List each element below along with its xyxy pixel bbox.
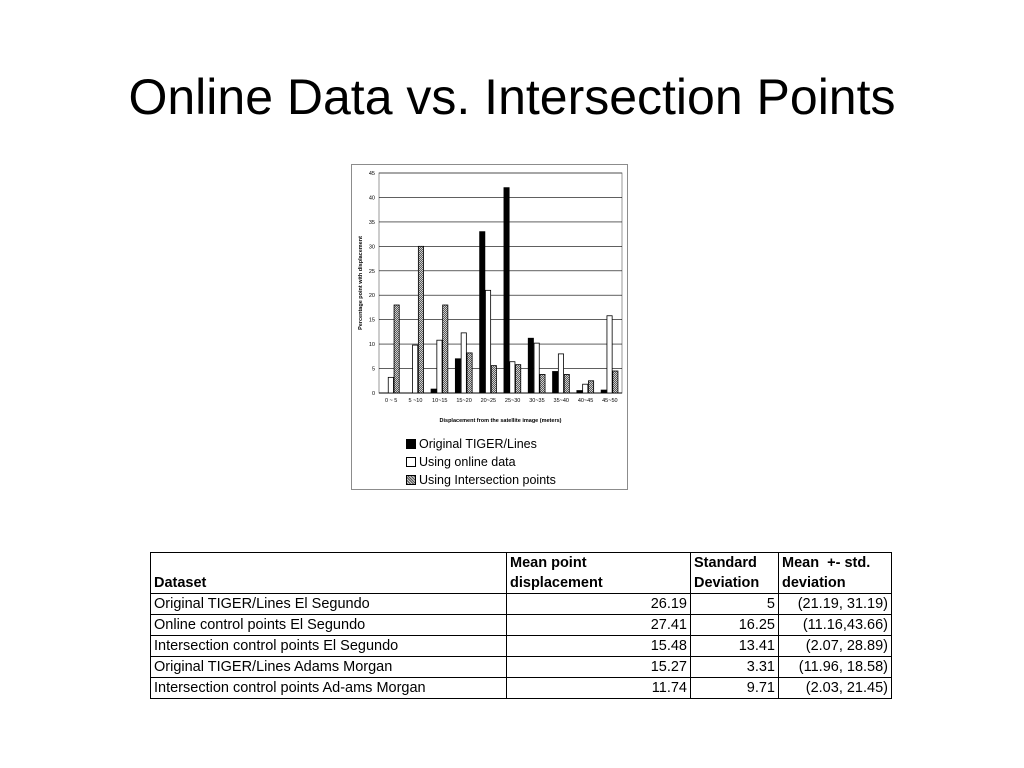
dataset-cell: Original TIGER/Lines Adams Morgan [151, 657, 507, 678]
dataset-cell: Original TIGER/Lines El Segundo [151, 594, 507, 615]
table-row [151, 636, 892, 657]
bar [388, 377, 393, 393]
mean-cell: 27.41 [507, 615, 691, 636]
legend-label: Using Intersection points [419, 473, 556, 487]
legend-item [406, 453, 556, 471]
dataset-cell: Intersection control points Ad-ams Morgan [151, 678, 507, 699]
bar [583, 384, 588, 393]
bar [540, 374, 545, 393]
x-tick-label: 40~45 [577, 398, 594, 404]
std-cell: 9.71 [691, 678, 779, 699]
legend-label: Original TIGER/Lines [419, 437, 537, 451]
y-tick-label: 35 [368, 219, 375, 226]
x-tick-label: 45~50 [602, 398, 618, 404]
legend-swatch [406, 457, 416, 467]
legend-swatch [406, 439, 416, 449]
std-cell: 13.41 [691, 636, 779, 657]
table-row [151, 594, 892, 615]
bar [553, 371, 558, 393]
bar [394, 305, 399, 393]
table-row [151, 615, 892, 636]
y-tick-label: 20 [368, 293, 375, 300]
y-tick-label: 25 [368, 268, 375, 275]
y-tick-label: 15 [368, 317, 375, 324]
bar [455, 359, 460, 393]
table-header-row [151, 553, 892, 594]
bar [516, 365, 521, 393]
table-row [151, 678, 892, 699]
y-axis-title: Percentage point with displacement [358, 236, 364, 330]
mean-cell: 26.19 [507, 594, 691, 615]
bar [558, 354, 563, 393]
y-tick-label: 10 [368, 342, 375, 349]
bar-chart [351, 164, 628, 490]
mean-cell: 11.74 [507, 678, 691, 699]
slide-title: Online Data vs. Intersection Points [128, 69, 896, 125]
range-cell: (2.03, 21.45) [779, 678, 892, 699]
y-tick-label: 5 [371, 366, 375, 373]
legend-label: Using online data [419, 455, 516, 469]
x-tick-label: 15~20 [456, 398, 472, 404]
x-tick-label: 10~15 [432, 398, 448, 404]
mean-cell: 15.27 [507, 657, 691, 678]
bar [613, 371, 618, 393]
header-mean-range: Mean +- std. deviation [779, 553, 892, 594]
bar [443, 305, 448, 393]
bar [431, 389, 436, 393]
range-cell: (11.16,43.66) [779, 615, 892, 636]
bar [588, 381, 593, 393]
header-dataset: Dataset [151, 553, 507, 594]
bar [491, 366, 496, 393]
header-mean-displacement: Mean point displacement [507, 553, 691, 594]
results-table [150, 552, 892, 699]
x-tick-label: 35~40 [553, 398, 569, 404]
std-cell: 16.25 [691, 615, 779, 636]
legend-item [406, 471, 556, 489]
std-cell: 3.31 [691, 657, 779, 678]
bar [437, 340, 442, 393]
bar [461, 333, 466, 393]
bar [601, 390, 606, 393]
legend-swatch [406, 475, 416, 485]
chart-legend [406, 435, 556, 489]
range-cell: (2.07, 28.89) [779, 636, 892, 657]
header-standard-deviation: Standard Deviation [691, 553, 779, 594]
bar [504, 188, 509, 393]
bar [480, 232, 485, 393]
x-tick-label: 5 ~10 [408, 398, 423, 404]
bar [577, 391, 582, 393]
range-cell: (11.96, 18.58) [779, 657, 892, 678]
range-cell: (21.19, 31.19) [779, 594, 892, 615]
x-axis-title: Displacement from the satellite image (meters) [439, 418, 562, 424]
y-tick-label: 0 [371, 391, 375, 397]
table-row [151, 657, 892, 678]
bar [413, 345, 418, 393]
bar [564, 374, 569, 393]
bar [607, 316, 612, 393]
bar [510, 362, 515, 393]
x-tick-label: 30~35 [529, 398, 545, 404]
y-tick-label: 40 [368, 195, 375, 202]
y-tick-label: 45 [368, 171, 375, 177]
x-tick-label: 20~25 [480, 398, 497, 404]
std-cell: 5 [691, 594, 779, 615]
bar [528, 338, 533, 393]
y-tick-label: 30 [368, 244, 375, 251]
mean-cell: 15.48 [507, 636, 691, 657]
legend-item [406, 435, 556, 453]
x-tick-label: 0 ~ 5 [384, 398, 398, 404]
bar [418, 246, 423, 393]
bar [534, 343, 539, 393]
bar [467, 353, 472, 393]
dataset-cell: Online control points El Segundo [151, 615, 507, 636]
dataset-cell: Intersection control points El Segundo [151, 636, 507, 657]
bar [485, 290, 490, 393]
x-tick-label: 25~30 [504, 398, 521, 404]
